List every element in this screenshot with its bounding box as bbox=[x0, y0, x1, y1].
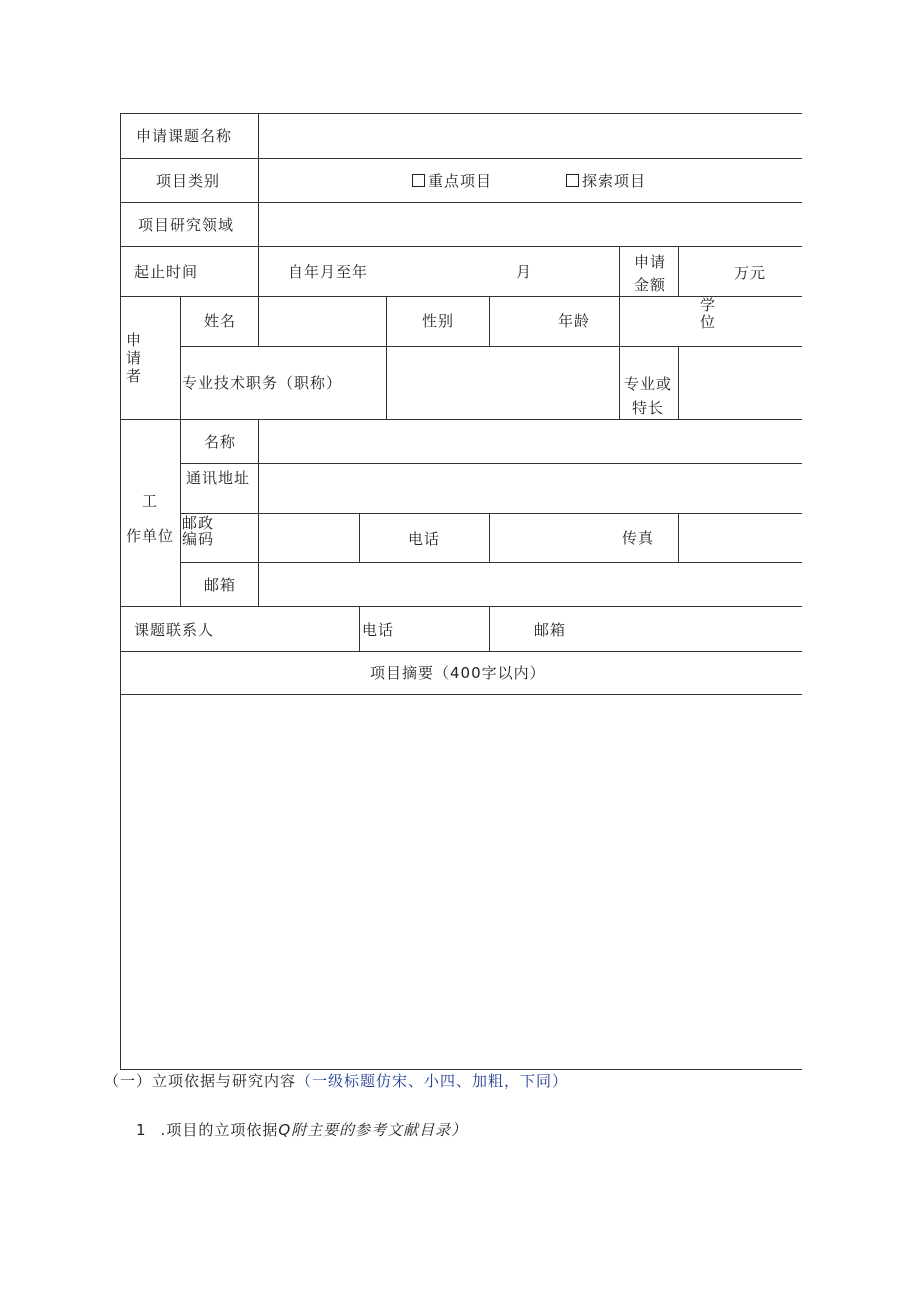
row-divider bbox=[120, 158, 802, 159]
item-number: 1 bbox=[136, 1121, 147, 1139]
col-divider bbox=[489, 606, 490, 651]
item-note: Q附主要的参考文献目录） bbox=[278, 1121, 468, 1139]
row-divider bbox=[120, 606, 802, 607]
age-label: 年龄 bbox=[558, 312, 591, 330]
col-divider bbox=[619, 296, 620, 419]
gender-label: 性别 bbox=[422, 312, 455, 330]
org-group-label-line2: 作单位 bbox=[126, 527, 175, 545]
section-heading-text: （一）立项依据与研究内容 bbox=[104, 1072, 297, 1090]
age-input[interactable] bbox=[621, 297, 677, 345]
name-label: 姓名 bbox=[204, 312, 237, 330]
period-value-end[interactable]: 月 bbox=[516, 263, 533, 281]
category-option-label: 探索项目 bbox=[582, 172, 647, 190]
name-input[interactable] bbox=[260, 297, 385, 345]
degree-label-line2: 位 bbox=[700, 313, 717, 331]
fax-input[interactable] bbox=[680, 514, 800, 561]
org-email-input[interactable] bbox=[260, 563, 800, 605]
col-divider bbox=[180, 296, 181, 606]
applicant-group-char: 申 bbox=[126, 331, 143, 349]
col-divider bbox=[258, 296, 259, 346]
category-option-key[interactable] bbox=[412, 172, 492, 190]
phone-label: 电话 bbox=[408, 530, 441, 548]
contact-phone-label: 电话 bbox=[362, 621, 395, 639]
title-rank-label: 专业技术职务（职称） bbox=[182, 374, 343, 392]
row-divider bbox=[120, 1069, 802, 1070]
field-label: 项目研究领域 bbox=[138, 216, 235, 234]
category-label: 项目类别 bbox=[156, 172, 221, 190]
checkbox-icon[interactable] bbox=[566, 174, 579, 187]
title-label: 申请课题名称 bbox=[136, 127, 233, 145]
contact-email-label: 邮箱 bbox=[534, 621, 567, 639]
item-line bbox=[136, 1121, 467, 1139]
period-label: 起止时间 bbox=[134, 263, 199, 281]
org-email-label: 邮箱 bbox=[204, 576, 237, 594]
specialty-label-line1: 专业或 bbox=[624, 375, 673, 393]
category-option-explore[interactable] bbox=[566, 172, 646, 190]
col-divider bbox=[678, 513, 679, 562]
title-rank-input[interactable] bbox=[388, 347, 618, 418]
col-divider bbox=[359, 513, 360, 562]
org-group-label-line1: 工 bbox=[142, 492, 159, 510]
checkbox-icon[interactable] bbox=[412, 174, 425, 187]
field-input[interactable] bbox=[260, 203, 800, 245]
col-divider bbox=[386, 296, 387, 419]
col-divider bbox=[359, 606, 360, 651]
section-heading-note: （一级标题仿宋、小四、加粗，下同） bbox=[296, 1072, 569, 1090]
postcode-input[interactable] bbox=[260, 514, 358, 561]
org-name-label: 名称 bbox=[204, 433, 237, 451]
summary-textarea[interactable] bbox=[122, 696, 800, 1068]
amount-label-line2: 金额 bbox=[634, 276, 667, 294]
postcode-label-line1: 邮政 bbox=[182, 514, 215, 532]
applicant-group-char: 者 bbox=[126, 367, 143, 385]
col-divider bbox=[258, 419, 259, 606]
applicant-group-char: 请 bbox=[126, 349, 143, 367]
row-divider bbox=[120, 694, 802, 695]
col-divider bbox=[489, 296, 490, 346]
col-divider bbox=[489, 513, 490, 562]
title-input[interactable] bbox=[260, 114, 800, 157]
address-input[interactable] bbox=[260, 464, 800, 512]
row-divider bbox=[120, 651, 802, 652]
amount-unit: 万元 bbox=[734, 264, 767, 282]
address-label: 通讯地址 bbox=[186, 469, 251, 487]
period-value-start[interactable]: 自年月至年 bbox=[288, 263, 369, 281]
org-name-input[interactable] bbox=[260, 420, 800, 462]
fax-label: 传真 bbox=[622, 529, 655, 547]
col-divider bbox=[619, 246, 620, 296]
col-divider bbox=[678, 346, 679, 419]
postcode-label-line2: 编码 bbox=[182, 530, 215, 548]
col-divider bbox=[678, 246, 679, 296]
row-divider bbox=[120, 246, 802, 247]
item-text: .项目的立项依据 bbox=[160, 1121, 279, 1139]
specialty-input[interactable] bbox=[680, 347, 800, 418]
summary-label: 项目摘要（400字以内） bbox=[370, 664, 546, 682]
amount-label-line1: 申请 bbox=[634, 253, 667, 271]
section-heading bbox=[104, 1072, 568, 1090]
contact-label: 课题联系人 bbox=[134, 621, 215, 639]
specialty-label-line2: 特长 bbox=[632, 399, 665, 417]
degree-label-line1: 学 bbox=[700, 296, 717, 314]
col-divider bbox=[258, 113, 259, 296]
category-option-label: 重点项目 bbox=[428, 172, 493, 190]
